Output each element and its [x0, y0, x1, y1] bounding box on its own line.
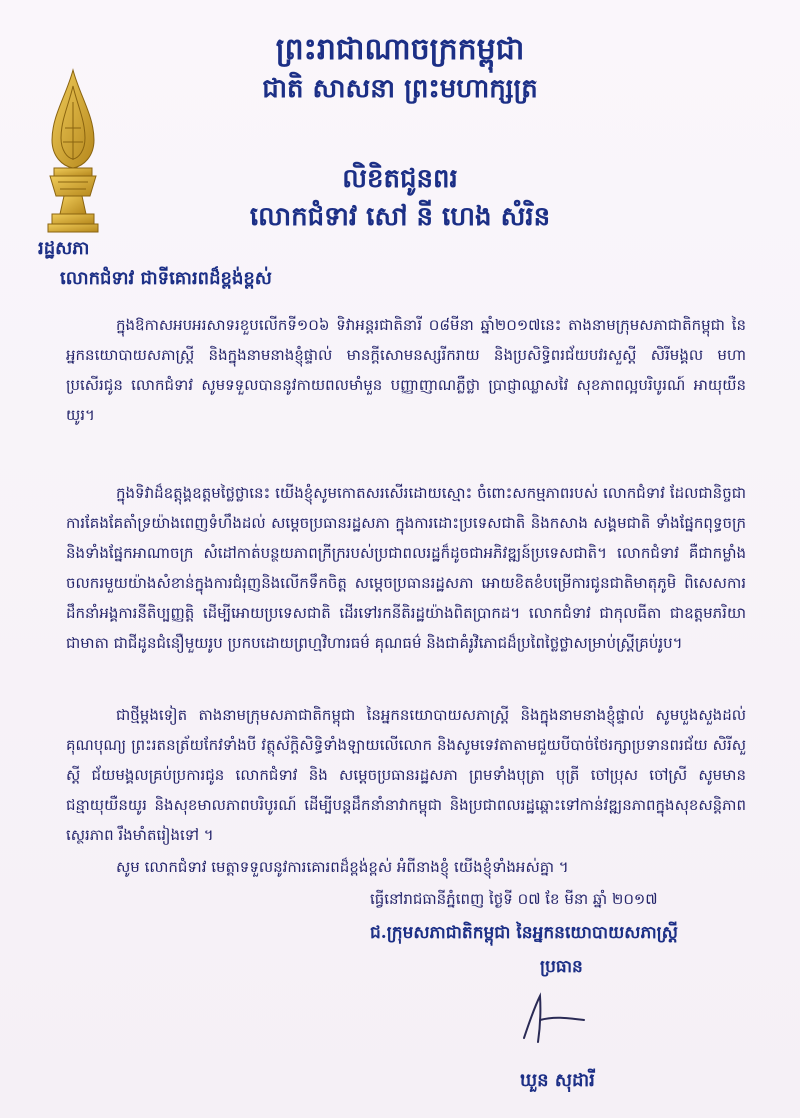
sender-organization: ជ.ក្រុមសភាជាតិកម្ពុជា នៃអ្នកនយោបាយសភាស្ត្រី	[370, 923, 678, 943]
kingdom-heading: ព្រះរាជាណាចក្រកម្ពុជា	[275, 32, 525, 67]
paragraph-closing: សូម លោកជំទាវ មេត្តាទទួលនូវការគោរពដ៏ខ្ពង់ខ្ពស់ អំពីនាងខ្ញុំ យើងខ្ញុំទាំងអស់គ្នា ។	[116, 858, 569, 876]
salutation: លោកជំទាវ ជាទីគោរពដ៏ខ្ពង់ខ្ពស់	[60, 268, 272, 289]
letter-title: លិខិតជូនពរ	[342, 164, 458, 194]
national-motto: ជាតិ សាសនា ព្រះមហាក្សត្រ	[262, 74, 538, 104]
recipient-name: លោកជំទាវ សៅ នី ហេង សំរិន	[249, 202, 551, 232]
paragraph-praise: ក្នុងទិវាដ៏ឧត្តុង្គឧត្តមថ្លៃថ្លានេះ យើងខ្ញុំសូមកោតសរសើរដោយស្មោះ ចំពោះសកម្មភាពរបស់ លោកជំទាវ ដែលជានិច្ចជាការគែងគែតាំទ្រយ៉ាងពេញទំហឹងដល់ សម្តេចប្រធានរដ្ឋសភា ក្នុងការដោះប្រទេសជាតិ និងកសាង សង្គមជាតិ ទាំងផ្នែកពុទ្ធចក្រ និងទាំងផ្នែកអាណាចក្រ សំដៅកាត់បន្ថយភាពក្រីក្ររបស់ប្រជាពលរដ្ឋក៏ដូចជាអភិវឌ្ឍន៍ប្រទេសជាតិ។ លោកជំទាវ គឺជាកម្លាំងចលករមួយយ៉ាងសំខាន់ក្នុងការជំរុញនិងលើកទឹកចិត្ត សម្តេចប្រធានរដ្ឋសភា អោយខិតខំបម្រើការជូនជាតិមាតុភូមិ ពិសេសការដឹកនាំអង្គការនីតិប្បញ្ញត្តិ ដើម្បីអោយប្រទេសជាតិ ដើរទៅរកនីតិរដ្ឋយ៉ាងពិតប្រាកដ។ លោកជំទាវ ជាកុលធីតា ជាឧត្តមភរិយា ជាមាតា ជាជីដូនជំនឿមួយរូប ប្រកបដោយព្រហ្មវិហារធម៌ គុណធម៌ និងជាគំរូវិភោជដ៏ប្រពៃថ្លៃថ្លាសម្រាប់ស្ត្រីគ្រប់រូប។	[66, 484, 746, 652]
paragraph-greeting: ក្នុងឱកាសអបអរសាទរខួបលើកទី១០៦ ទិវាអន្តរជាតិនារី ០៨មីនា ឆ្នាំ២០១៧នេះ តាងនាមក្រុមសភាជាតិកម្ពុជា នៃអ្នកនយោបាយសភាស្ត្រី និងក្នុងនាមនាងខ្ញុំផ្ទាល់ មានក្តីសោមនស្សរីករាយ និងប្រសិទ្ធិពរជ័យបវរសួស្តី សិរីមង្គល មហាប្រសើរជូន លោកជំទាវ សូមទទួលបាននូវកាយពលមាំមួន បញ្ញាញាណភ្លឺថ្លា ប្រាជ្ញាឈ្លាសវៃ សុខភាពល្អបរិបូរណ៍ អាយុយឺនយូរ។	[66, 316, 746, 424]
signer-name: ឃួន សុដារី	[520, 1070, 595, 1091]
paragraph-blessing: ជាថ្មីម្តងទៀត តាងនាមក្រុមសភាជាតិកម្ពុជា នៃអ្នកនយោបាយសភាស្ត្រី និងក្នុងនាមនាងខ្ញុំផ្ទាល់ សូមបួងសួងដល់គុណបុណ្យ ព្រះរតនត្រ័យកែវទាំងបី វត្ថុស័ក្តិសិទ្ធិទាំងឡាយលើលោក និងសូមទេវតាតាមជួយបីបាច់ថែរក្សាប្រទានពរជ័យ សិរីសួស្តី ជ័យមង្គលគ្រប់ប្រការជូន លោកជំទាវ និង សម្តេចប្រធានរដ្ឋសភា ព្រមទាំងបុត្រា បុត្រី ចៅប្រុស ចៅស្រី សូមមានជន្មាយុយឺនយូរ និងសុខមាលភាពបរិបូរណ៍ ដើម្បីបន្តដឹកនាំនាវាកម្ពុជា និងប្រជាពលរដ្ឋឆ្ពោះទៅកាន់វឌ្ឍនភាពក្នុងសុខសន្តិភាព ស្ថេរភាព រឹងមាំតរៀងទៅ ។	[66, 706, 746, 844]
dateline: ធ្វើនៅរាជធានីភ្នំពេញ ថ្ងៃទី ០៧ ខែ មីនា ឆ្នាំ ២០១៧	[370, 890, 658, 908]
handwritten-signature	[510, 990, 600, 1050]
sender-role: ប្រធាន	[540, 957, 583, 977]
organization-name: រដ្ឋសភា	[38, 238, 90, 259]
